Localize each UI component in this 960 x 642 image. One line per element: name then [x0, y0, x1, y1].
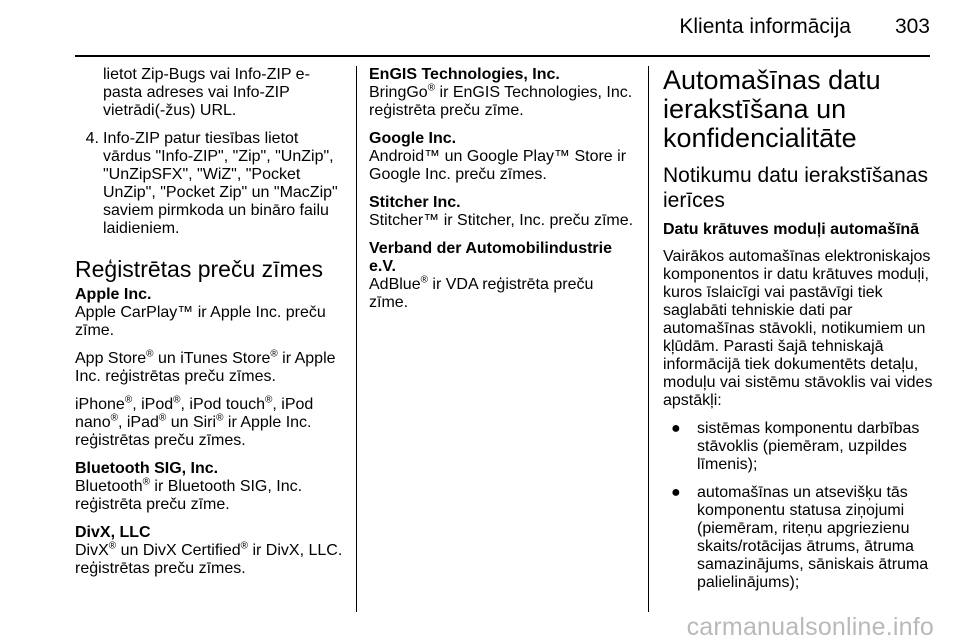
entry-text: , iPad	[117, 414, 159, 431]
registered-mark: ®	[216, 412, 224, 424]
company-name: Stitcher Inc.	[369, 194, 461, 211]
list-item	[75, 130, 347, 238]
trademark-entry	[369, 130, 634, 184]
entry-text: Android™ un Google Play™ Store ir Google Inc. preču zīmes.	[369, 148, 627, 183]
registered-mark: ®	[108, 540, 117, 552]
company-name: DivX, LLC	[75, 524, 151, 541]
entry-text: , iPod	[132, 396, 174, 413]
page-number: 303	[894, 15, 930, 38]
bullet-item	[663, 420, 933, 474]
registered-mark: ®	[110, 412, 118, 424]
registered-mark: ®	[265, 394, 273, 406]
entry-text: ir Bluetooth SIG, Inc. reģistrēta preču zīme.	[75, 478, 303, 513]
entry-text: , iPod nano	[75, 396, 314, 431]
registered-mark: ®	[173, 394, 181, 406]
entry-text: iPhone	[75, 396, 125, 413]
trademark-entry	[369, 194, 634, 230]
registered-mark: ®	[158, 412, 167, 424]
entry-text: App Store	[75, 350, 147, 367]
entry-text: un Siri	[166, 414, 217, 431]
company-name: EnGIS Technologies, Inc.	[369, 66, 560, 83]
registered-mark: ®	[146, 348, 154, 360]
column-divider	[356, 66, 357, 612]
registered-mark: ®	[270, 348, 278, 360]
registered-mark: ®	[124, 394, 133, 406]
section-title: Klienta informācija	[679, 15, 851, 38]
list-continuation: lietot Zip-Bugs vai Info-ZIP e-pasta adreses vai Info-ZIP vietrādi(-žus) URL.	[103, 66, 310, 119]
page-header	[679, 0, 930, 54]
body-paragraph: Vairākos automašīnas elektroniskajos komponentos ir datu krātuves moduļi, kuros īslaicīgi vai pastāvīgi tiek saglabāti tehniskie dati par automašīnas stāvokli, notikumiem un kļūdām. Parasti šajā tehniskajā informācijā tiek dokumentēts detaļu, moduļu vai sistēmu stāvoklis vai vides apstākļi:	[663, 248, 933, 409]
trademark-entry	[369, 240, 634, 312]
registered-mark: ®	[240, 540, 249, 552]
registered-mark: ®	[142, 476, 150, 488]
section-heading: Automašīnas datu ierakstīšana un konfidencialitāte	[663, 65, 881, 153]
entry-text: ir DivX, LLC. reģistrētas preču zīmes.	[75, 542, 343, 577]
entry-text: DivX	[75, 542, 109, 559]
watermark: carmanualsonline.info	[686, 613, 934, 641]
header-rule	[75, 55, 930, 57]
column-divider	[648, 66, 649, 612]
column-left	[75, 66, 347, 588]
entry-text: BringGo	[369, 84, 428, 101]
list-number: 4.	[85, 130, 99, 147]
entry-text: un DivX Certified	[116, 542, 241, 559]
bullet-item	[663, 484, 933, 592]
bullet-text: sistēmas komponentu darbības stāvoklis (piemēram, uzpildes līmenis);	[697, 420, 920, 473]
sub-subsection-heading: Datu krātuves moduļi automašīnā	[663, 221, 920, 238]
entry-text: Apple CarPlay™ ir Apple Inc. preču zīme.	[75, 304, 326, 339]
entry-text: AdBlue	[369, 276, 421, 293]
entry-text: Bluetooth	[75, 478, 143, 495]
column-middle	[369, 66, 634, 322]
entry-text: ir Apple Inc. reģistrētas preču zīmes.	[75, 414, 312, 449]
registered-mark: ®	[427, 82, 436, 94]
trademark-entry	[75, 286, 347, 340]
list-text: Info-ZIP patur tiesības lietot vārdus "Info-ZIP", "Zip", "UnZip", "UnZipSFX", "WiZ", "Pocket UnZip", "Pocket Zip" un "MacZip" saviem pirmkoda un bināro failu laidieniem.	[103, 130, 338, 237]
trademark-entry	[75, 396, 347, 450]
trademark-entry	[75, 524, 347, 578]
entry-text: ir Apple Inc. reģistrētas preču zīmes.	[75, 350, 336, 385]
company-name: Apple Inc.	[75, 286, 152, 303]
entry-text: , iPod touch	[180, 396, 265, 413]
entry-text: Stitcher™ ir Stitcher, Inc. preču zīme.	[369, 212, 634, 229]
column-right	[663, 66, 933, 602]
bullet-icon: ●	[671, 484, 681, 501]
entry-text: ir EnGIS Technologies, Inc. reģistrēta preču zīme.	[369, 84, 633, 119]
trademark-entry	[75, 460, 347, 514]
trademark-entry	[75, 350, 347, 386]
bullet-icon: ●	[671, 420, 681, 437]
bullet-text: automašīnas un atsevišķu tās komponentu statusa ziņojumi (piemēram, riteņu apgriezienu skaits/rotācijas ātrums, ātruma samazinājums, sāniskais ātruma palielinājums);	[697, 484, 929, 591]
company-name: Google Inc.	[369, 130, 457, 147]
company-name: Bluetooth SIG, Inc.	[75, 460, 219, 477]
registered-mark: ®	[420, 274, 428, 286]
entry-text: ir VDA reģistrēta preču zīme.	[369, 276, 594, 311]
trademark-entry	[369, 66, 634, 120]
subsection-heading: Notikumu datu ierakstīšanas ierīces	[663, 164, 928, 212]
company-name: Verband der Automobilindustrie e.V.	[369, 240, 612, 275]
entry-text: un iTunes Store	[153, 350, 271, 367]
trademarks-heading: Reģistrētas preču zīmes	[75, 256, 323, 282]
